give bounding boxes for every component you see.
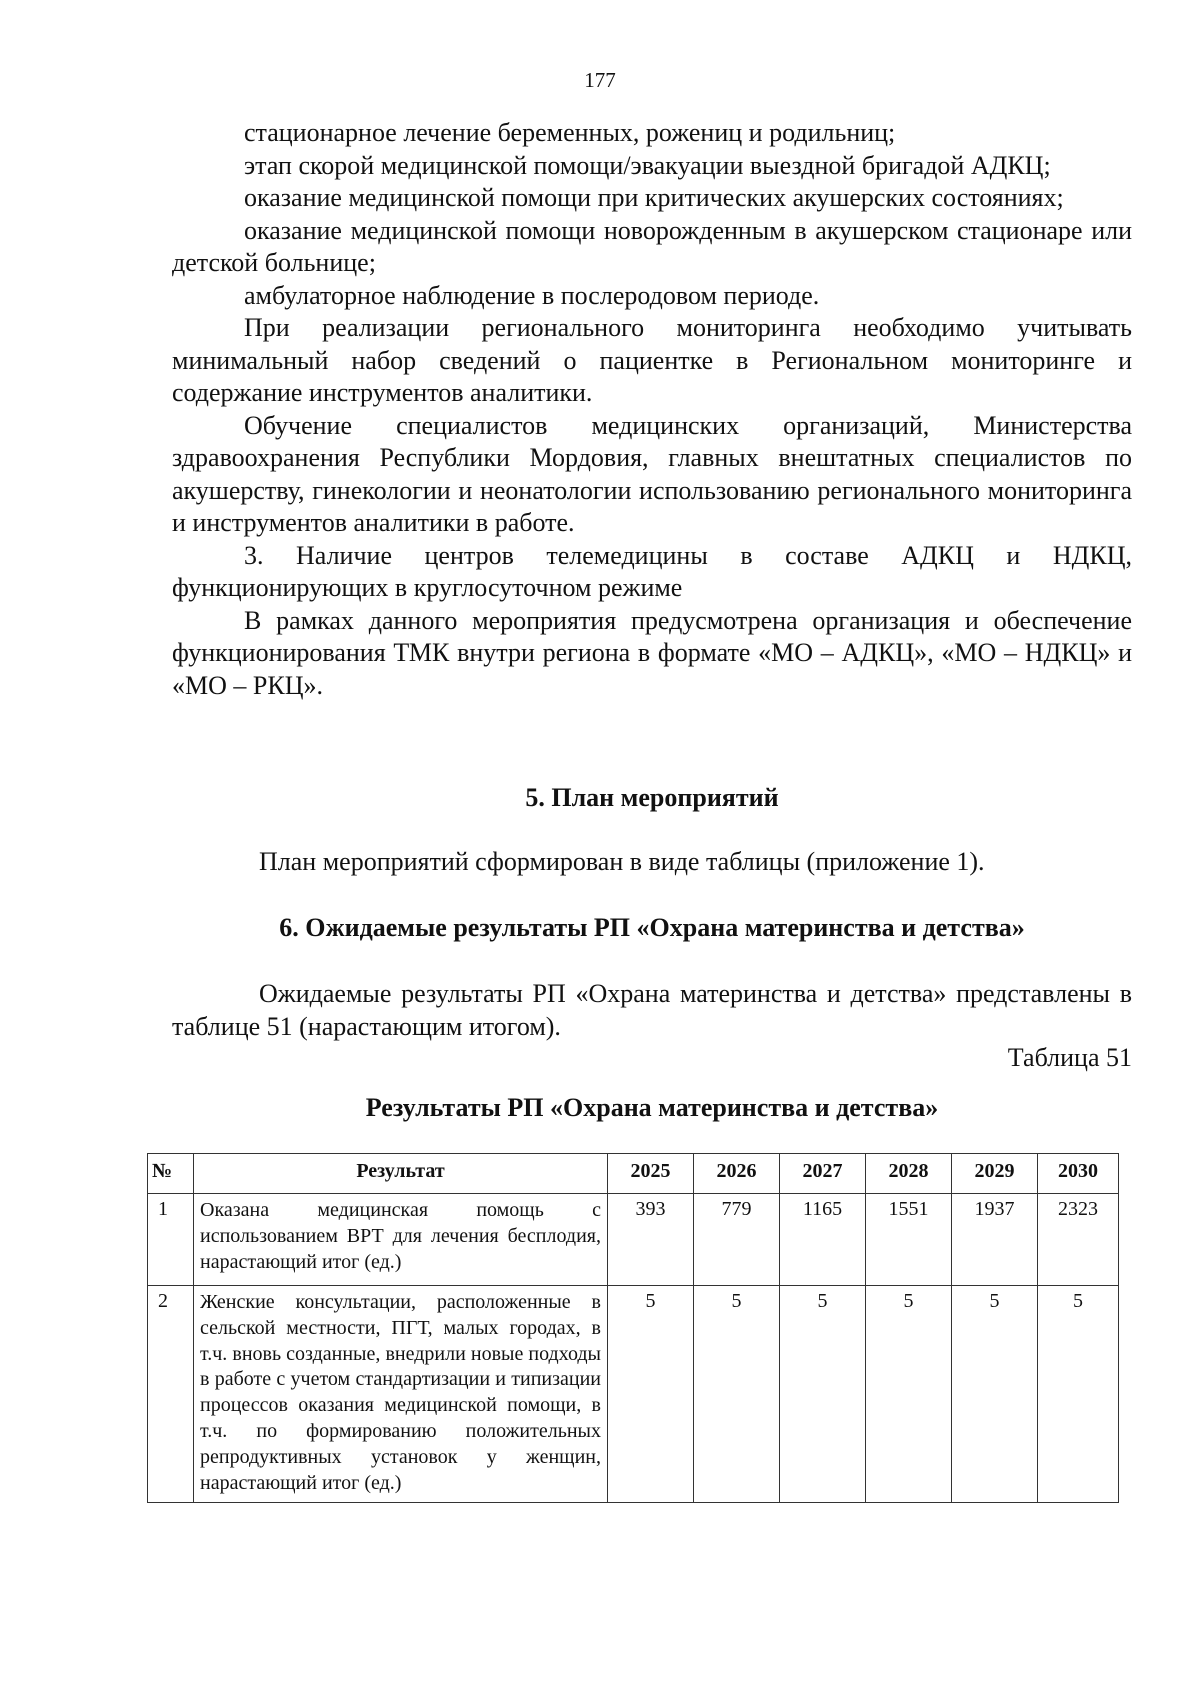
list-item: оказание медицинской помощи при критических акушерских состояниях; (244, 183, 1064, 212)
list-item: амбулаторное наблюдение в послеродовом периоде. (244, 280, 820, 310)
header-number: № (148, 1154, 194, 1194)
table-label: Таблица 51 (1007, 1043, 1132, 1072)
paragraph: 3. Наличие центров телемедицины в составе АДКЦ и НДКЦ, функционирующих в круглосуточном режиме (172, 540, 1132, 602)
row-value: 5 (1038, 1286, 1119, 1503)
section-5-heading: 5. План мероприятий (525, 783, 779, 812)
row-value: 393 (608, 1194, 694, 1286)
header-year: 2029 (952, 1154, 1038, 1194)
header-year: 2027 (780, 1154, 866, 1194)
list-item: оказание медицинской помощи новорожденным в акушерском стационаре или детской больнице; (172, 215, 1132, 277)
section-6-heading: 6. Ожидаемые результаты РП «Охрана материнства и детства» (279, 913, 1025, 942)
results-table (147, 1153, 1119, 1503)
row-number: 2 (148, 1286, 194, 1503)
row-value: 5 (608, 1286, 694, 1503)
row-value: 5 (866, 1286, 952, 1503)
list-item: стационарное лечение беременных, рожениц и родильниц; (244, 118, 896, 147)
row-value: 1551 (866, 1194, 952, 1286)
table-row (148, 1194, 1119, 1286)
list-item: этап скорой медицинской помощи/эвакуации выездной бригадой АДКЦ; (244, 150, 1051, 180)
row-result: Женские консультации, расположенные в сельской местности, ПГТ, малых городах, в т.ч. вновь созданные, внедрили новые подходы в работе с учетом стандартизации и типизации процессов оказания медицинской помощи, в т.ч. по формированию положительных репродуктивных установок у женщин, нарастающий итог (ед.) (194, 1286, 608, 1503)
paragraph: При реализации регионального мониторинга необходимо учитывать минимальный набор сведений о пациентке в Региональном мониторинге и содержание инструментов аналитики. (172, 313, 1132, 407)
row-value: 779 (694, 1194, 780, 1286)
header-year: 2028 (866, 1154, 952, 1194)
row-value: 5 (780, 1286, 866, 1503)
section-6-body (172, 978, 1132, 1043)
body-text (172, 117, 1132, 702)
row-value: 5 (952, 1286, 1038, 1503)
header-result: Результат (194, 1154, 608, 1194)
row-result: Оказана медицинская помощь с использованием ВРТ для лечения бесплодия, нарастающий итог (ед.) (194, 1194, 608, 1286)
section-6-text: Ожидаемые результаты РП «Охрана материнства и детства» представлены в таблице 51 (нарастающим итогом). (172, 979, 1132, 1041)
page-number: 177 (584, 68, 616, 92)
table-row (148, 1286, 1119, 1503)
table-header-row (148, 1154, 1119, 1194)
header-year: 2025 (608, 1154, 694, 1194)
paragraph: Обучение специалистов медицинских организаций, Министерства здравоохранения Республики Мордовия, главных внештатных специалистов по акушерству, гинекологии и неонатологии использованию регионального мониторинга и инструментов аналитики в работе. (172, 410, 1132, 537)
row-number: 1 (148, 1194, 194, 1286)
row-value: 1937 (952, 1194, 1038, 1286)
row-value: 5 (694, 1286, 780, 1503)
header-year: 2030 (1038, 1154, 1119, 1194)
section-5-text: План мероприятий сформирован в виде таблицы (приложение 1). (259, 847, 985, 876)
row-value: 1165 (780, 1194, 866, 1286)
row-value: 2323 (1038, 1194, 1119, 1286)
header-year: 2026 (694, 1154, 780, 1194)
table-title: Результаты РП «Охрана материнства и детства» (365, 1093, 939, 1122)
paragraph: В рамках данного мероприятия предусмотрена организация и обеспечение функционирования ТМК внутри региона в формате «МО – АДКЦ», «МО – НДКЦ» и «МО – РКЦ». (172, 605, 1132, 700)
